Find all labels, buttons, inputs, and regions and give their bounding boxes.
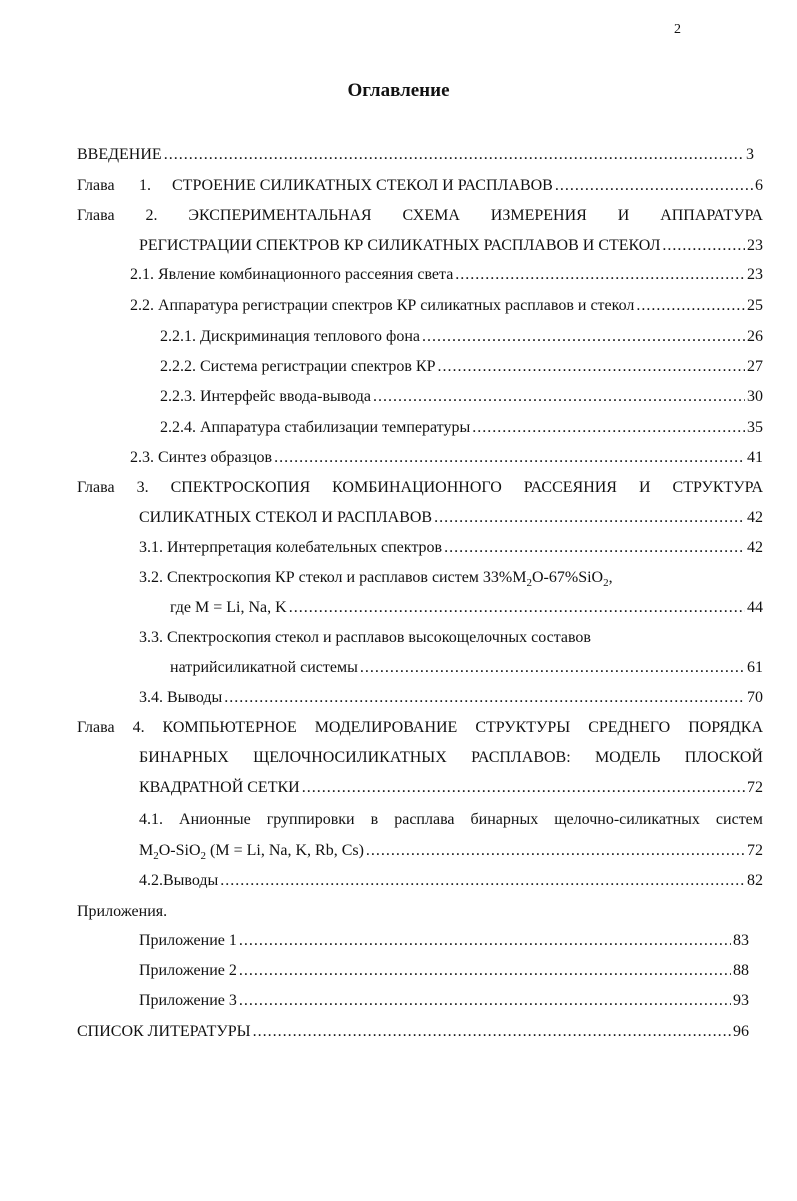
toc-entry-intro[interactable] xyxy=(77,145,754,165)
toc-label-word: в xyxy=(370,811,379,828)
chapter-prefix: Глава xyxy=(77,177,115,194)
dot-leader xyxy=(636,296,745,316)
toc-page: 23 xyxy=(747,237,763,254)
toc-label-part: O-SiO xyxy=(158,842,201,859)
toc-page: 42 xyxy=(747,539,763,556)
toc-label-part: 3.2. Спектроскопия КР стекол и расплавов систем 33%M xyxy=(139,569,527,586)
toc-page: 6 xyxy=(755,177,763,194)
toc-entry-3-2-line2[interactable] xyxy=(170,598,763,618)
toc-entry-chapter-2-cont[interactable] xyxy=(139,236,763,256)
dot-leader xyxy=(239,931,731,951)
toc-label-word: МОДЕЛЬ xyxy=(594,749,661,766)
subscript: 2 xyxy=(526,577,532,590)
toc-label-word: РАССЕЯНИЯ xyxy=(523,479,617,496)
dot-leader xyxy=(444,538,745,558)
toc-label: Приложение 3 xyxy=(139,992,237,1009)
toc-entry-2-1[interactable] xyxy=(130,265,763,285)
toc-label: 2.2.1. Дискриминация теплового фона xyxy=(160,328,421,345)
dot-leader xyxy=(164,145,744,165)
toc-entry-2-2-1[interactable] xyxy=(160,327,763,347)
dot-leader xyxy=(555,176,753,196)
dot-leader xyxy=(373,387,745,407)
toc-label-word: ИЗМЕРЕНИЯ xyxy=(490,207,587,224)
toc-entry-2-2-2[interactable] xyxy=(160,357,763,377)
toc-label: Приложение 1 xyxy=(139,932,237,949)
toc-entry-chapter-4-line3[interactable] xyxy=(139,778,763,798)
toc-page: 27 xyxy=(747,358,763,375)
toc-label-word: расплава xyxy=(394,811,455,828)
toc-label-word: ПОРЯДКА xyxy=(688,719,763,736)
toc-entry-references[interactable] xyxy=(77,1022,749,1042)
toc-entry-chapter-1[interactable] xyxy=(77,176,763,196)
toc-label-word: группировки xyxy=(266,811,355,828)
toc-label-word: СТРУКТУРА xyxy=(672,479,763,496)
toc-page: 23 xyxy=(747,266,763,283)
toc-label: СТРОЕНИЕ СИЛИКАТНЫХ СТЕКОЛ И РАСПЛАВОВ xyxy=(172,177,553,194)
toc-label: РЕГИСТРАЦИИ СПЕКТРОВ КР СИЛИКАТНЫХ РАСПЛАВОВ И СТЕКОЛ xyxy=(139,237,661,254)
toc-label: 3.4. Выводы xyxy=(139,689,223,706)
toc-label: СПИСОК ЛИТЕРАТУРЫ xyxy=(77,1023,251,1040)
chapter-prefix: Глава xyxy=(77,207,115,224)
toc-entry-appendix-2[interactable] xyxy=(139,961,749,981)
dot-leader xyxy=(253,1022,731,1042)
dot-leader xyxy=(360,658,745,678)
subscript: 2 xyxy=(200,850,207,863)
dot-leader xyxy=(434,508,745,528)
toc-entry-4-2[interactable] xyxy=(139,871,763,891)
toc-label-word: СТРУКТУРЫ xyxy=(475,719,571,736)
toc-label: 2.3. Синтез образцов xyxy=(130,449,273,466)
chapter-number: 3. xyxy=(136,479,149,496)
subscript: 2 xyxy=(153,850,159,863)
toc-label-word: СХЕМА xyxy=(402,207,460,224)
toc-label-word: БИНАРНЫХ xyxy=(139,749,229,766)
toc-label-part: (M = Li, Na, K, Rb, Cs) xyxy=(206,842,364,859)
toc-entry-2-2-4[interactable] xyxy=(160,418,763,438)
toc-page: 70 xyxy=(747,689,763,706)
toc-label-word: Анионные xyxy=(179,811,251,828)
toc-page: 93 xyxy=(733,992,749,1009)
toc-label: 3.3. Спектроскопия стекол и расплавов высокощелочных составов xyxy=(139,629,591,646)
toc-label-word: АППАРАТУРА xyxy=(660,207,763,224)
dot-leader xyxy=(438,357,746,377)
dot-leader xyxy=(220,871,745,891)
toc-label-word: 4.1. xyxy=(139,811,163,828)
toc-entry-chapter-3-cont[interactable] xyxy=(139,508,763,528)
dot-leader xyxy=(455,265,745,285)
dot-leader xyxy=(239,961,731,981)
page-number: 2 xyxy=(674,22,681,37)
toc-label: 3.1. Интерпретация колебательных спектров xyxy=(139,539,443,556)
toc-page: 61 xyxy=(747,659,763,676)
toc-page: 96 xyxy=(733,1023,749,1040)
toc-label: КВАДРАТНОЙ СЕТКИ xyxy=(139,779,300,796)
toc-entry-2-2-3[interactable] xyxy=(160,387,763,407)
toc-entry-chapter-4[interactable] xyxy=(77,718,763,738)
toc-entry-4-1-line1[interactable] xyxy=(139,810,763,830)
toc-label-word: КОМПЬЮТЕРНОЕ xyxy=(162,719,297,736)
toc-page: 3 xyxy=(746,146,754,163)
toc-label-part: O-67%SiO xyxy=(531,569,604,586)
dot-leader xyxy=(422,327,745,347)
toc-page: 30 xyxy=(747,388,763,405)
toc-entry-2-3[interactable] xyxy=(130,448,763,468)
toc-label-word: ПЛОСКОЙ xyxy=(684,749,763,766)
toc-label xyxy=(139,568,613,588)
toc-entry-3-3-line2[interactable] xyxy=(170,658,763,678)
toc-label: натрийсиликатной системы xyxy=(170,659,358,676)
toc-entry-3-4[interactable] xyxy=(139,688,763,708)
toc-page: 35 xyxy=(747,419,763,436)
toc-label-word: ЭКСПЕРИМЕНТАЛЬНАЯ xyxy=(188,207,372,224)
toc-entry-chapter-2[interactable] xyxy=(77,206,763,226)
toc-entry-chapter-4-line2[interactable] xyxy=(139,748,763,768)
toc-label: 2.1. Явление комбинационного рассеяния света xyxy=(130,266,454,283)
toc-label xyxy=(139,841,364,861)
toc-entry-appendix-1[interactable] xyxy=(139,931,749,951)
toc-page: 44 xyxy=(747,599,763,616)
toc-entry-3-2-line1[interactable] xyxy=(139,568,763,588)
chapter-prefix: Глава xyxy=(77,479,115,496)
toc-label-word: бинарных xyxy=(470,811,539,828)
toc-label-word: СПЕКТРОСКОПИЯ xyxy=(170,479,311,496)
chapter-prefix: Глава xyxy=(77,719,115,736)
dot-leader xyxy=(289,598,745,618)
toc-label: 4.2.Выводы xyxy=(139,872,219,889)
toc-label-word: КОМБИНАЦИОННОГО xyxy=(332,479,502,496)
toc-page: 42 xyxy=(747,509,763,526)
toc-entry-3-1[interactable] xyxy=(139,538,763,558)
page-title: Оглавление xyxy=(347,80,450,101)
dot-leader xyxy=(239,991,731,1011)
toc-label: Приложения. xyxy=(77,903,168,920)
toc-entry-3-3-line1[interactable] xyxy=(139,628,763,648)
subscript: 2 xyxy=(603,577,609,590)
toc-page: 41 xyxy=(747,449,763,466)
toc-label: 2.2.3. Интерфейс ввода-вывода xyxy=(160,388,371,405)
toc-page: 26 xyxy=(747,328,763,345)
dot-leader xyxy=(366,841,745,861)
toc-entry-4-1-line2[interactable] xyxy=(139,841,763,861)
dot-leader xyxy=(472,418,745,438)
toc-entry-appendices[interactable] xyxy=(77,902,377,922)
dot-leader xyxy=(274,448,745,468)
toc-label: Приложение 2 xyxy=(139,962,237,979)
toc-label: СИЛИКАТНЫХ СТЕКОЛ И РАСПЛАВОВ xyxy=(139,509,433,526)
toc-label-word: щелочно-силикатных xyxy=(554,811,700,828)
chapter-number: 1. xyxy=(139,177,151,194)
toc-label-word: РАСПЛАВОВ: xyxy=(471,749,571,766)
toc-label-word: СРЕДНЕГО xyxy=(588,719,671,736)
toc-label-word: И xyxy=(617,207,630,224)
toc-label: 2.2. Аппаратура регистрации спектров КР силикатных расплавов и стекол xyxy=(130,297,635,314)
chapter-number: 2. xyxy=(145,207,158,224)
dot-leader xyxy=(302,778,745,798)
toc-page: 82 xyxy=(747,872,763,889)
toc-entry-chapter-3[interactable] xyxy=(77,478,763,498)
toc-page: 88 xyxy=(733,962,749,979)
toc-entry-2-2[interactable] xyxy=(130,296,763,316)
toc-page: 25 xyxy=(747,297,763,314)
toc-label-word: ЩЕЛОЧНОСИЛИКАТНЫХ xyxy=(253,749,447,766)
toc-page: 72 xyxy=(747,779,763,796)
toc-label-word: И xyxy=(638,479,651,496)
toc-entry-appendix-3[interactable] xyxy=(139,991,749,1011)
dot-leader xyxy=(662,236,745,256)
toc-label-word: систем xyxy=(715,811,763,828)
chapter-number: 4. xyxy=(132,719,145,736)
toc-label-part: M xyxy=(139,842,154,859)
dot-leader xyxy=(224,688,745,708)
toc-label-word: МОДЕЛИРОВАНИЕ xyxy=(314,719,458,736)
toc-label-part: , xyxy=(608,569,613,586)
toc-label: 2.2.4. Аппаратура стабилизации температуры xyxy=(160,419,471,436)
toc-label: ВВЕДЕНИЕ xyxy=(77,146,162,163)
toc-page: 72 xyxy=(747,842,763,859)
toc-page: 83 xyxy=(733,932,749,949)
toc-label: 2.2.2. Система регистрации спектров КР xyxy=(160,358,436,375)
toc-label: где M = Li, Na, K xyxy=(170,599,287,616)
